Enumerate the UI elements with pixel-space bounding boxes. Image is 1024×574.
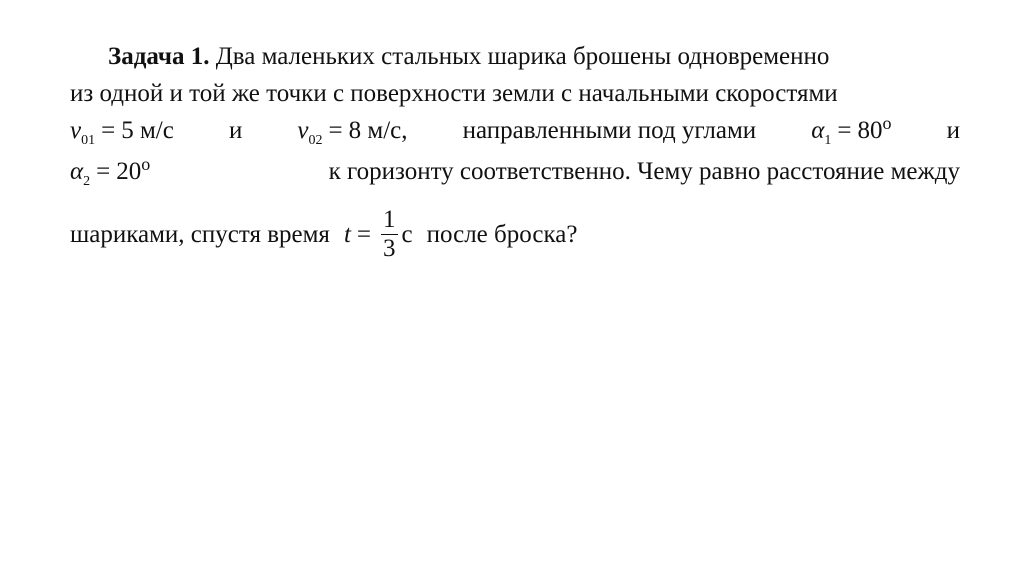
time-fraction [381, 206, 398, 263]
alpha2-degree: o [141, 154, 151, 174]
line4-text: к горизонту соответственно. Чему равно расстояние между [328, 158, 960, 185]
alpha1-subscript: 1 [824, 133, 832, 148]
v01-symbol: v [70, 117, 82, 144]
alpha2-equals: = [96, 158, 111, 185]
alpha1-degree: o [882, 113, 892, 133]
problem-line-4 [70, 153, 960, 194]
t-equals: = [356, 221, 371, 248]
directed-text: направленными под углами [462, 117, 757, 144]
line1-text: Два маленьких стальных шарика брошены одновременно [215, 43, 830, 70]
problem-text [70, 38, 960, 263]
v01-subscript: 01 [81, 133, 96, 148]
conj-and-1: и [228, 117, 243, 144]
v01-value: 5 [121, 117, 134, 144]
alpha1-value: 80 [857, 117, 883, 144]
problem-line-2 [70, 75, 960, 112]
conj-and-2: и [946, 117, 960, 144]
alpha2-subscript: 2 [83, 174, 91, 189]
line2-text: из одной и той же точки с поверхности земли с начальными скоростями [70, 80, 838, 107]
t-unit: с [401, 221, 413, 248]
problem-line-5 [70, 206, 960, 263]
time-formula [344, 206, 413, 263]
v01-equals: = [101, 117, 116, 144]
v01-formula [70, 112, 174, 153]
alpha2-value: 20 [116, 158, 142, 185]
alpha2-formula [70, 153, 150, 194]
v02-value: 8 [348, 117, 362, 144]
v02-formula [297, 112, 407, 153]
t-symbol: t [343, 221, 351, 248]
v01-unit: м/с [139, 117, 174, 144]
v02-subscript: 02 [308, 133, 323, 148]
alpha2-symbol: α [70, 158, 84, 185]
fraction-numerator: 1 [383, 206, 396, 233]
alpha1-equals: = [837, 117, 852, 144]
problem-line-1 [70, 38, 960, 75]
fraction-denominator: 3 [383, 235, 396, 262]
alpha1-formula [811, 112, 891, 153]
v02-symbol: v [297, 117, 309, 144]
line5-suffix: после броска? [426, 221, 578, 248]
line5-prefix: шариками, спустя время [70, 221, 330, 248]
problem-line-3 [70, 112, 960, 153]
problem-heading: Задача 1. [108, 43, 210, 70]
alpha1-symbol: α [811, 117, 825, 144]
v02-unit: м/с, [367, 117, 408, 144]
v02-equals: = [328, 117, 343, 144]
